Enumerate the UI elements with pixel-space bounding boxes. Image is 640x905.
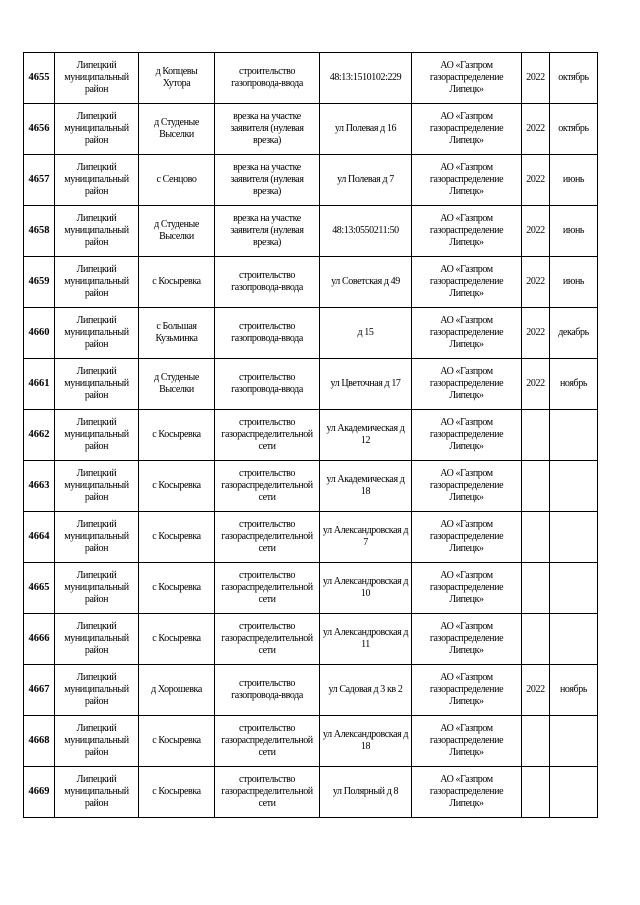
month-cell: ноябрь — [550, 359, 598, 410]
month-cell: ноябрь — [550, 665, 598, 716]
district-cell: Липецкий муниципальный район — [55, 614, 139, 665]
row-number: 4656 — [24, 104, 55, 155]
year-cell: 2022 — [522, 308, 550, 359]
row-number: 4660 — [24, 308, 55, 359]
district-cell: Липецкий муниципальный район — [55, 410, 139, 461]
work-type-cell: строительство газораспределительной сети — [215, 563, 320, 614]
organization-cell: АО «Газпром газораспределение Липецк» — [412, 206, 522, 257]
row-number: 4655 — [24, 53, 55, 104]
table-row — [24, 410, 598, 461]
table-row — [24, 206, 598, 257]
table-row — [24, 614, 598, 665]
month-cell: июнь — [550, 206, 598, 257]
work-type-cell: строительство газораспределительной сети — [215, 614, 320, 665]
settlement-cell: д Хорошевка — [139, 665, 215, 716]
work-type-cell: врезка на участке заявителя (нулевая врезка) — [215, 104, 320, 155]
organization-cell: АО «Газпром газораспределение Липецк» — [412, 257, 522, 308]
month-cell: июнь — [550, 155, 598, 206]
work-type-cell: строительство газораспределительной сети — [215, 461, 320, 512]
month-cell — [550, 767, 598, 818]
table-body — [24, 53, 598, 818]
settlement-cell: д Студеные Выселки — [139, 104, 215, 155]
table-row — [24, 53, 598, 104]
year-cell: 2022 — [522, 257, 550, 308]
work-type-cell: строительство газопровода-ввода — [215, 308, 320, 359]
table-row — [24, 155, 598, 206]
year-cell — [522, 614, 550, 665]
address-cell: ул Садовая д 3 кв 2 — [320, 665, 412, 716]
organization-cell: АО «Газпром газораспределение Липецк» — [412, 665, 522, 716]
year-cell: 2022 — [522, 104, 550, 155]
gasification-table — [23, 52, 598, 818]
organization-cell: АО «Газпром газораспределение Липецк» — [412, 410, 522, 461]
year-cell: 2022 — [522, 665, 550, 716]
table-row — [24, 767, 598, 818]
work-type-cell: врезка на участке заявителя (нулевая врезка) — [215, 206, 320, 257]
organization-cell: АО «Газпром газораспределение Липецк» — [412, 155, 522, 206]
row-number: 4667 — [24, 665, 55, 716]
settlement-cell: с Косыревка — [139, 614, 215, 665]
month-cell: октябрь — [550, 53, 598, 104]
year-cell: 2022 — [522, 53, 550, 104]
address-cell: 48:13:1510102:229 — [320, 53, 412, 104]
district-cell: Липецкий муниципальный район — [55, 461, 139, 512]
address-cell: ул Александровская д 11 — [320, 614, 412, 665]
district-cell: Липецкий муниципальный район — [55, 308, 139, 359]
row-number: 4661 — [24, 359, 55, 410]
district-cell: Липецкий муниципальный район — [55, 53, 139, 104]
work-type-cell: врезка на участке заявителя (нулевая врезка) — [215, 155, 320, 206]
district-cell: Липецкий муниципальный район — [55, 716, 139, 767]
year-cell — [522, 767, 550, 818]
organization-cell: АО «Газпром газораспределение Липецк» — [412, 53, 522, 104]
settlement-cell: с Косыревка — [139, 410, 215, 461]
table-row — [24, 104, 598, 155]
organization-cell: АО «Газпром газораспределение Липецк» — [412, 512, 522, 563]
row-number: 4657 — [24, 155, 55, 206]
row-number: 4666 — [24, 614, 55, 665]
row-number: 4658 — [24, 206, 55, 257]
district-cell: Липецкий муниципальный район — [55, 155, 139, 206]
month-cell — [550, 410, 598, 461]
organization-cell: АО «Газпром газораспределение Липецк» — [412, 716, 522, 767]
district-cell: Липецкий муниципальный район — [55, 665, 139, 716]
year-cell — [522, 563, 550, 614]
organization-cell: АО «Газпром газораспределение Липецк» — [412, 461, 522, 512]
district-cell: Липецкий муниципальный район — [55, 206, 139, 257]
address-cell: д 15 — [320, 308, 412, 359]
row-number: 4659 — [24, 257, 55, 308]
table-row — [24, 257, 598, 308]
address-cell: ул Полярный д 8 — [320, 767, 412, 818]
district-cell: Липецкий муниципальный район — [55, 563, 139, 614]
row-number: 4662 — [24, 410, 55, 461]
table-row — [24, 716, 598, 767]
year-cell: 2022 — [522, 206, 550, 257]
address-cell: ул Цветочная д 17 — [320, 359, 412, 410]
month-cell: октябрь — [550, 104, 598, 155]
settlement-cell: с Косыревка — [139, 257, 215, 308]
row-number: 4665 — [24, 563, 55, 614]
address-cell: 48:13:0550211:50 — [320, 206, 412, 257]
row-number: 4668 — [24, 716, 55, 767]
month-cell — [550, 512, 598, 563]
year-cell — [522, 716, 550, 767]
year-cell — [522, 512, 550, 563]
settlement-cell: д Копцевы Хутора — [139, 53, 215, 104]
row-number: 4669 — [24, 767, 55, 818]
address-cell: ул Александровская д 7 — [320, 512, 412, 563]
address-cell: ул Полевая д 7 — [320, 155, 412, 206]
address-cell: ул Александровская д 18 — [320, 716, 412, 767]
organization-cell: АО «Газпром газораспределение Липецк» — [412, 563, 522, 614]
settlement-cell: с Большая Кузьминка — [139, 308, 215, 359]
work-type-cell: строительство газопровода-ввода — [215, 359, 320, 410]
month-cell: декабрь — [550, 308, 598, 359]
settlement-cell: д Студеные Выселки — [139, 206, 215, 257]
address-cell: ул Советская д 49 — [320, 257, 412, 308]
address-cell: ул Академическая д 12 — [320, 410, 412, 461]
district-cell: Липецкий муниципальный район — [55, 767, 139, 818]
month-cell — [550, 563, 598, 614]
district-cell: Липецкий муниципальный район — [55, 257, 139, 308]
work-type-cell: строительство газопровода-ввода — [215, 257, 320, 308]
district-cell: Липецкий муниципальный район — [55, 512, 139, 563]
organization-cell: АО «Газпром газораспределение Липецк» — [412, 614, 522, 665]
year-cell: 2022 — [522, 155, 550, 206]
table-row — [24, 563, 598, 614]
work-type-cell: строительство газопровода-ввода — [215, 53, 320, 104]
district-cell: Липецкий муниципальный район — [55, 359, 139, 410]
year-cell — [522, 410, 550, 461]
address-cell: ул Полевая д 16 — [320, 104, 412, 155]
row-number: 4663 — [24, 461, 55, 512]
month-cell — [550, 461, 598, 512]
month-cell: июнь — [550, 257, 598, 308]
address-cell: ул Александровская д 10 — [320, 563, 412, 614]
organization-cell: АО «Газпром газораспределение Липецк» — [412, 104, 522, 155]
settlement-cell: с Косыревка — [139, 461, 215, 512]
work-type-cell: строительство газораспределительной сети — [215, 512, 320, 563]
table-row — [24, 512, 598, 563]
table-row — [24, 461, 598, 512]
organization-cell: АО «Газпром газораспределение Липецк» — [412, 359, 522, 410]
district-cell: Липецкий муниципальный район — [55, 104, 139, 155]
year-cell: 2022 — [522, 359, 550, 410]
work-type-cell: строительство газораспределительной сети — [215, 767, 320, 818]
table-row — [24, 308, 598, 359]
month-cell — [550, 614, 598, 665]
address-cell: ул Академическая д 18 — [320, 461, 412, 512]
settlement-cell: с Косыревка — [139, 716, 215, 767]
organization-cell: АО «Газпром газораспределение Липецк» — [412, 308, 522, 359]
settlement-cell: с Сенцово — [139, 155, 215, 206]
table-row — [24, 359, 598, 410]
work-type-cell: строительство газораспределительной сети — [215, 716, 320, 767]
organization-cell: АО «Газпром газораспределение Липецк» — [412, 767, 522, 818]
row-number: 4664 — [24, 512, 55, 563]
month-cell — [550, 716, 598, 767]
table-row — [24, 665, 598, 716]
settlement-cell: д Студеные Выселки — [139, 359, 215, 410]
work-type-cell: строительство газопровода-ввода — [215, 665, 320, 716]
work-type-cell: строительство газораспределительной сети — [215, 410, 320, 461]
year-cell — [522, 461, 550, 512]
settlement-cell: с Косыревка — [139, 563, 215, 614]
settlement-cell: с Косыревка — [139, 767, 215, 818]
settlement-cell: с Косыревка — [139, 512, 215, 563]
